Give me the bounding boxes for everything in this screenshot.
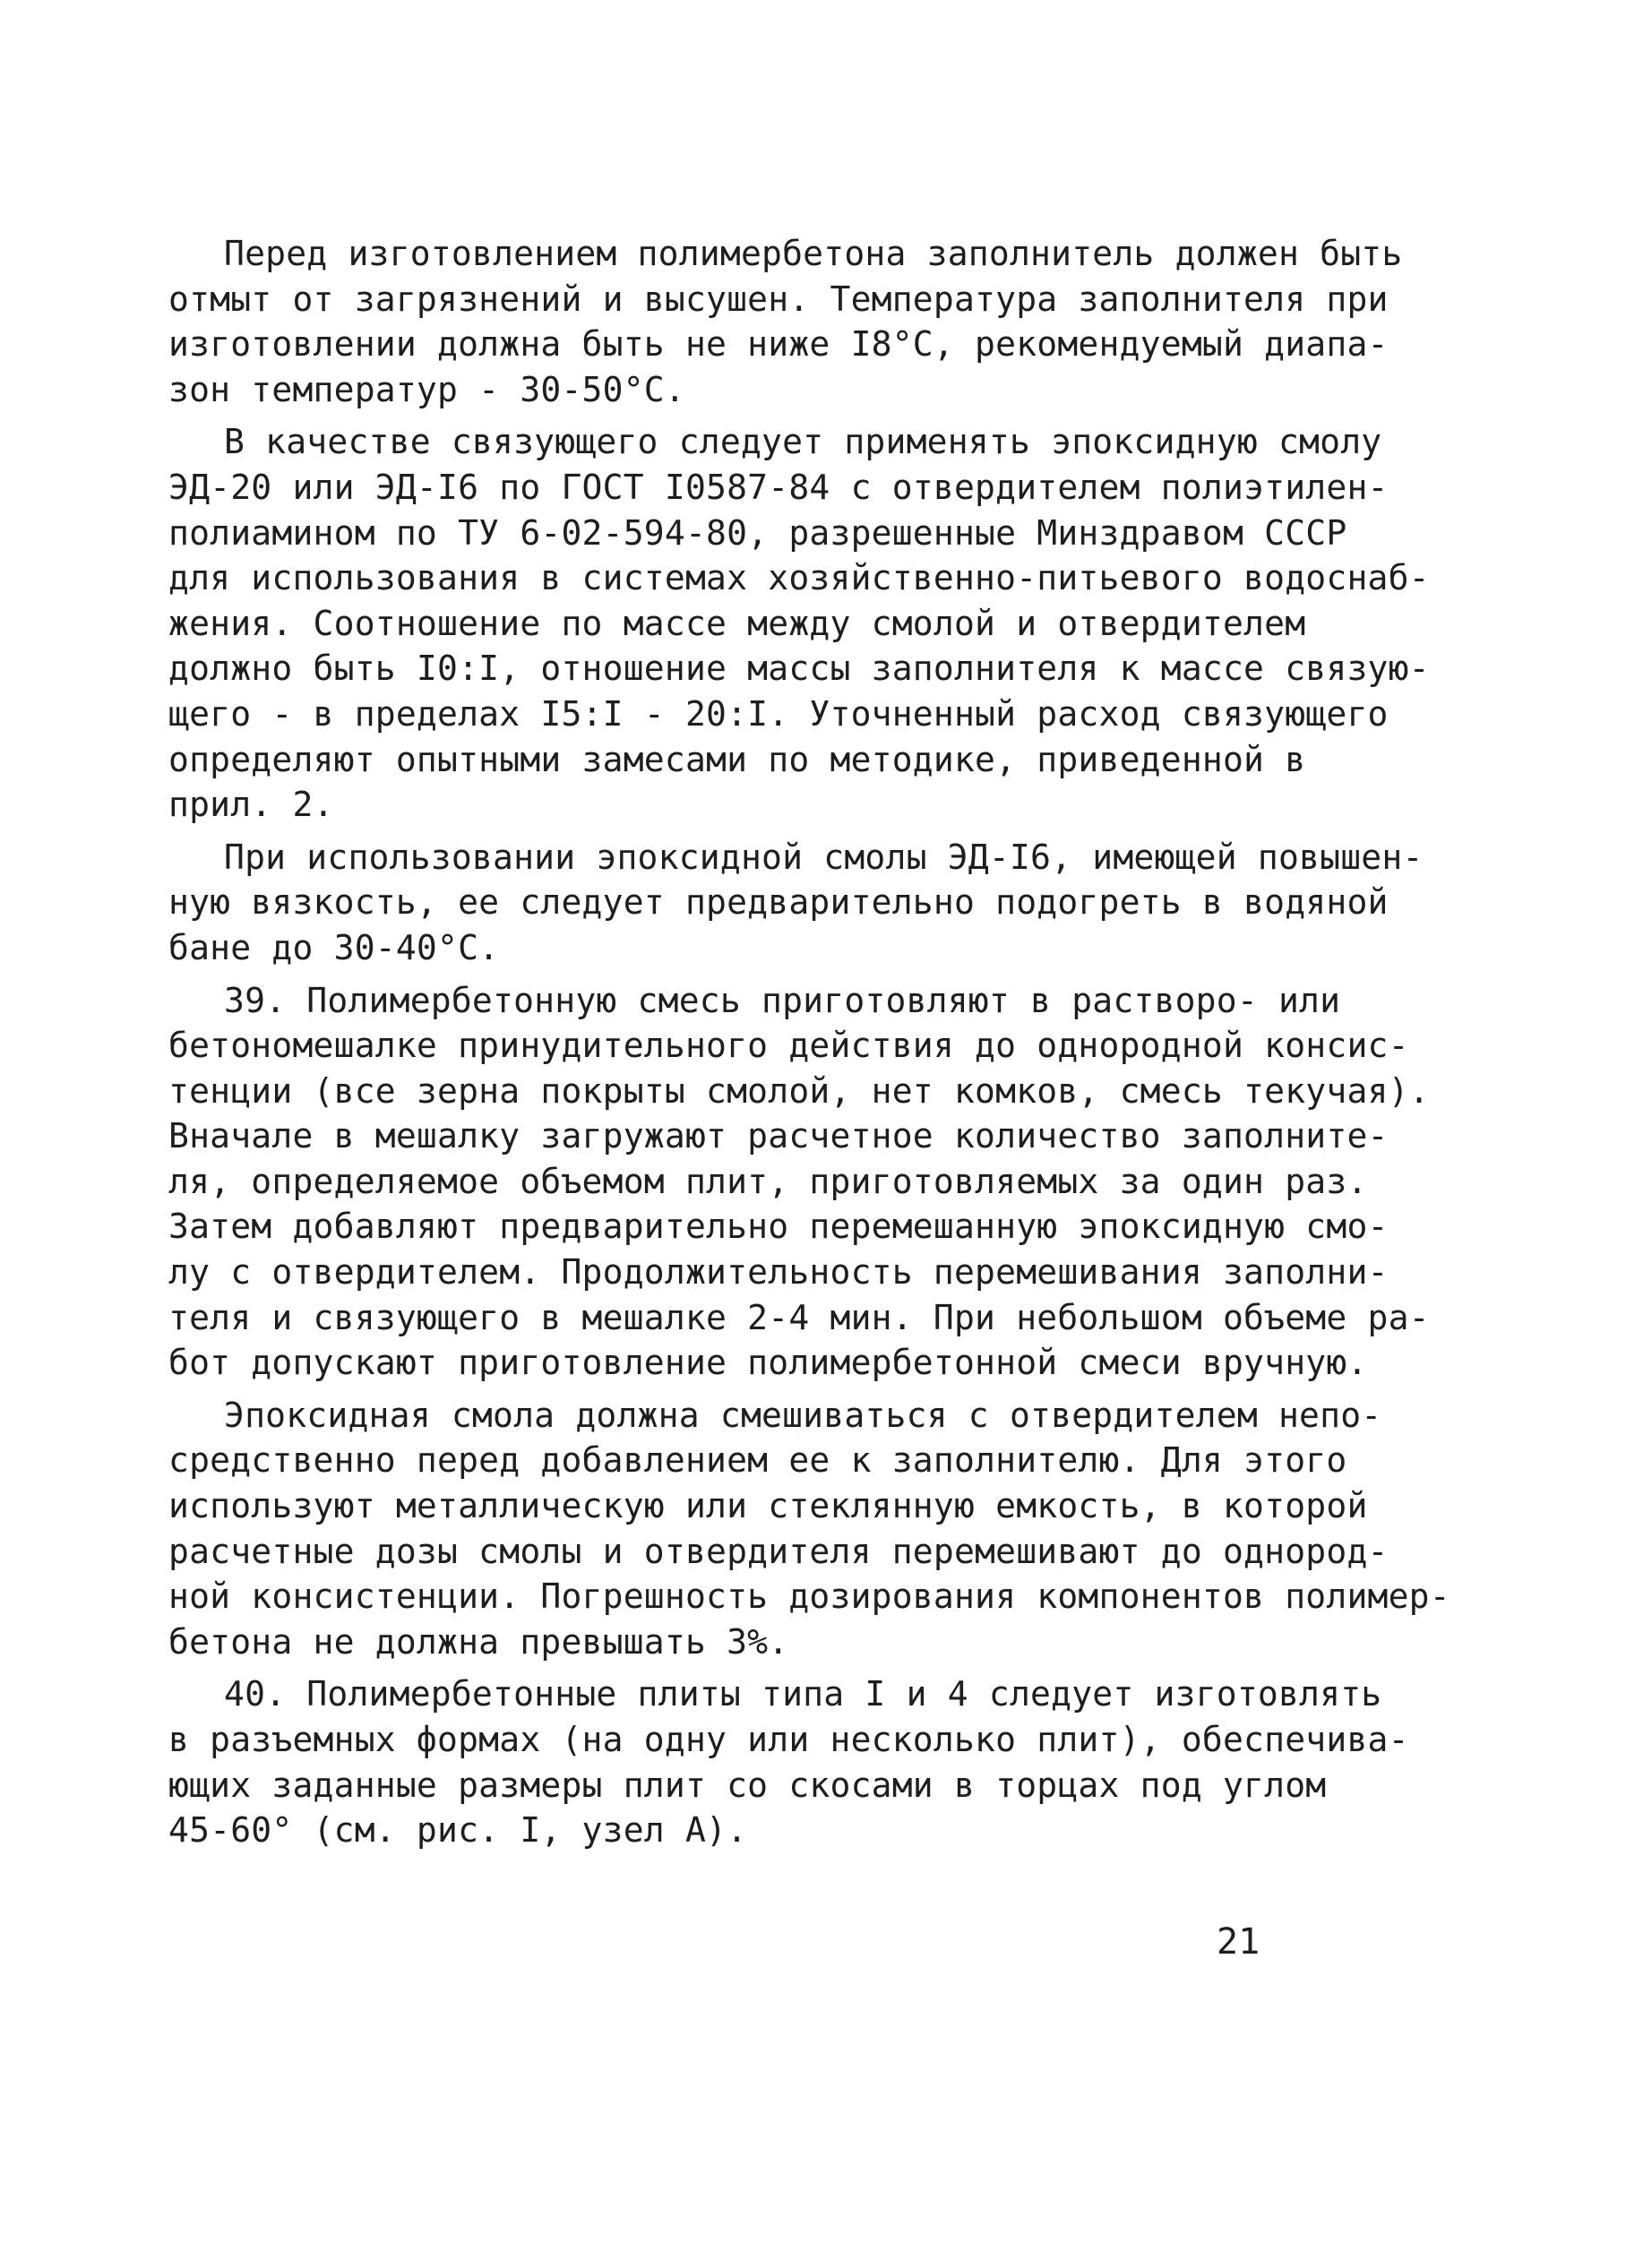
paragraph-item-39: [168, 978, 1430, 1386]
text-line: в разъемных формах (на одну или несколько плит), обеспечива-: [168, 1720, 1409, 1759]
text-line: ную вязкость, ее следует предварительно подогреть в водяной: [168, 882, 1389, 923]
text-line: теля и связующего в мешалке 2-4 мин. При небольшом объеме ра-: [168, 1297, 1430, 1337]
text-line: 40. Полимербетонные плиты типа I и 4 следует изготовлять: [224, 1674, 1382, 1714]
text-line: должно быть I0:I, отношение массы заполнителя к массе связую-: [168, 649, 1430, 689]
text-line: бот допускают приготовление полимербетонной смеси вручную.: [168, 1343, 1368, 1383]
text-line: ЭД-20 или ЭД-I6 по ГОСТ I0587-84 с отвердителем полиэтилен-: [168, 467, 1389, 507]
paragraph-epoxy-mixing: [168, 1393, 1450, 1665]
text-line: бане до 30-40°C.: [168, 927, 500, 967]
body-text: [168, 231, 1450, 1860]
text-line: отмыт от загрязнений и высушен. Температура заполнителя при: [168, 279, 1389, 319]
text-line: используют металлическую или стеклянную емкость, в которой: [168, 1486, 1368, 1526]
text-line: бетономешалке принудительного действия до однородной консис-: [168, 1026, 1409, 1066]
page-number: 21: [1217, 1921, 1260, 1963]
text-line: средственно перед добавлением ее к заполнителю. Для этого: [168, 1440, 1347, 1481]
text-line: бетона не должна превышать 3%.: [168, 1621, 789, 1662]
text-line: ной консистенции. Погрешность дозирования компонентов полимер-: [168, 1576, 1450, 1617]
text-line: Вначале в мешалку загружают расчетное количество заполните-: [168, 1116, 1389, 1156]
text-line: тенции (все зерна покрыты смолой, нет комков, смесь текучая).: [168, 1070, 1430, 1111]
text-line: ля, определяемое объемом плит, приготовляемых за один раз.: [168, 1161, 1368, 1201]
text-line: для использования в системах хозяйственно-питьевого водоснаб-: [168, 558, 1430, 598]
paragraph-aggregate-preparation: [168, 231, 1403, 412]
text-line: Эпоксидная смола должна смешиваться с отвердителем непо-: [224, 1395, 1382, 1435]
text-line: лу с отвердителем. Продолжительность перемешивания заполни-: [168, 1252, 1389, 1293]
text-line: Перед изготовлением полимербетона заполнитель должен быть: [224, 234, 1403, 273]
paragraph-item-40: [168, 1671, 1409, 1852]
text-line: зон температур - 30-50°C.: [168, 369, 685, 409]
text-line: При использовании эпоксидной смолы ЭД-I6, имеющей повышен-: [224, 837, 1424, 877]
text-line: расчетные дозы смолы и отвердителя перемешивают до однород-: [168, 1531, 1389, 1571]
text-line: прил. 2.: [168, 785, 334, 825]
paragraph-resin-heating: [168, 835, 1424, 971]
text-line: 45-60° (см. рис. I, узел А).: [168, 1810, 748, 1851]
text-line: определяют опытными замесами по методике, приведенной в: [168, 739, 1306, 779]
text-line: щего - в пределах I5:I - 20:I. Уточненный расход связующего: [168, 693, 1389, 734]
text-line: 39. Полимербетонную смесь приготовляют в растворо- или: [224, 980, 1341, 1020]
text-line: В качестве связующего следует применять эпоксидную смолу: [224, 422, 1382, 462]
text-line: ющих заданные размеры плит со скосами в торцах под углом: [168, 1765, 1327, 1805]
text-line: Затем добавляют предварительно перемешанную эпоксидную смо-: [168, 1207, 1389, 1247]
paragraph-binder: [168, 419, 1430, 827]
text-line: полиамином по ТУ 6-02-594-80, разрешенные Минздравом СССР: [168, 512, 1347, 553]
text-line: жения. Соотношение по массе между смолой и отвердителем: [168, 603, 1306, 643]
text-line: изготовлении должна быть не ниже I8°C, рекомендуемый диапа-: [168, 324, 1389, 365]
